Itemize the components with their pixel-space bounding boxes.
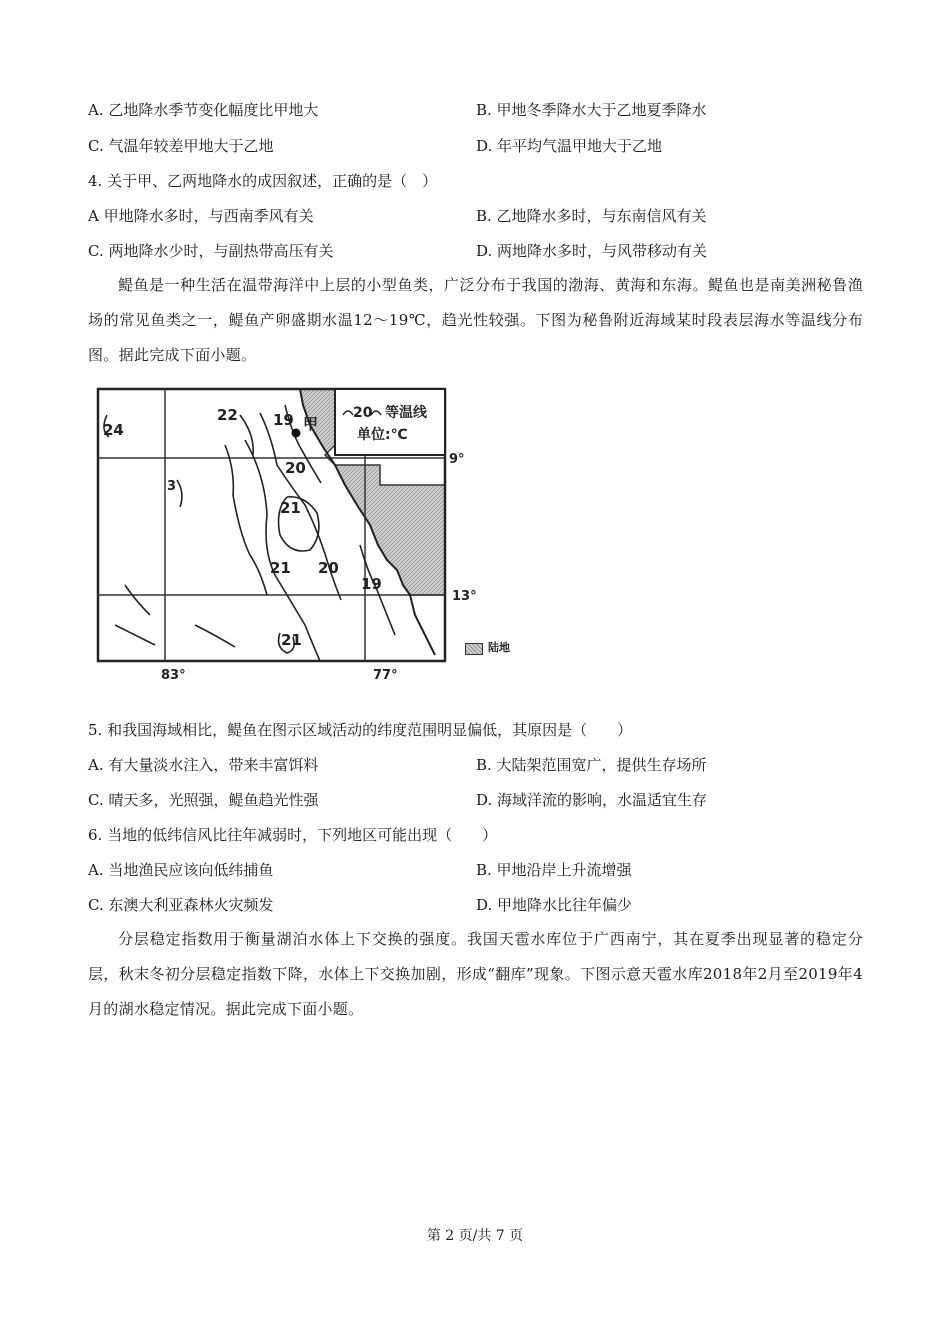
q4-stem: 4. 关于甲、乙两地降水的成因叙述，正确的是（ ） xyxy=(88,172,438,190)
q3-option-a: A. 乙地降水季节变化幅度比甲地大 xyxy=(88,101,319,119)
q5-option-b: B. 大陆架范围宽广，提供生存场所 xyxy=(476,756,707,774)
q4-option-b: B. 乙地降水多时，与东南信风有关 xyxy=(476,207,707,225)
lat-label-13: 13° xyxy=(452,589,477,604)
q3-option-d: D. 年平均气温甲地大于乙地 xyxy=(476,137,663,155)
contour-label-22: 22 xyxy=(217,406,238,424)
q6-option-d: D. 甲地降水比往年偏少 xyxy=(476,896,633,914)
q4-option-a: A 甲地降水多时，与西南季风有关 xyxy=(88,207,314,225)
legend-land-swatch xyxy=(465,643,483,655)
contour-label-20-south: 20 xyxy=(318,559,339,577)
contour-label-24: 24 xyxy=(103,421,124,439)
point-jia-marker xyxy=(292,429,301,438)
q4-option-d: D. 两地降水多时，与风带移动有关 xyxy=(476,242,708,260)
q5-option-c: C. 晴天多，光照强，鳀鱼趋光性强 xyxy=(88,791,319,809)
lon-label-83: 83° xyxy=(161,668,186,683)
isotherm-3 xyxy=(177,480,182,507)
passage-reservoir xyxy=(88,922,863,1027)
legend-unit: 单位:℃ xyxy=(357,427,408,443)
legend-land-label: 陆地 xyxy=(488,641,510,654)
contour-label-19-north: 19 xyxy=(273,411,294,429)
contour-label-19-south: 19 xyxy=(361,575,382,593)
legend-isotherm-label: 等温线 xyxy=(385,405,427,421)
passage-reservoir-text: 分层稳定指数用于衡量湖泊水体上下交换的强度。我国天雹水库位于广西南宁，其在夏季出现显著的稳定分层，秋末冬初分层稳定指数下降，水体上下交换加剧，形成“翻库”现象。下图示意天雹水库2018年2月至2019年4月的湖水稳定情况。据此完成下面小题。 xyxy=(88,930,863,1018)
q6-option-b: B. 甲地沿岸上升流增强 xyxy=(476,861,632,879)
contour-label-21-mid: 21 xyxy=(270,559,291,577)
q5-option-d: D. 海域洋流的影响，水温适宜生存 xyxy=(476,791,708,809)
q4-option-c: C. 两地降水少时，与副热带高压有关 xyxy=(88,242,334,260)
lat-label-9: 9° xyxy=(449,452,465,467)
contour-label-3: 3 xyxy=(167,479,177,494)
isotherm-22 xyxy=(240,415,253,455)
lon-label-77: 77° xyxy=(373,668,398,683)
q3-option-c: C. 气温年较差甲地大于乙地 xyxy=(88,137,274,155)
contour-label-20-north: 20 xyxy=(285,459,306,477)
q6-option-c: C. 东澳大利亚森林火灾频发 xyxy=(88,896,274,914)
page-footer: 第 2 页/共 7 页 xyxy=(426,1228,524,1244)
isotherm-21-west xyxy=(225,445,267,595)
q6-stem: 6. 当地的低纬信风比往年减弱时，下列地区可能出现（ ） xyxy=(88,826,498,844)
passage-anchovy xyxy=(88,268,863,373)
contour-label-21-inner: 21 xyxy=(280,499,301,517)
q5-stem: 5. 和我国海域相比，鳀鱼在图示区域活动的纬度范围明显偏低，其原因是（ ） xyxy=(88,721,633,739)
passage-anchovy-text: 鳀鱼是一种生活在温带海洋中上层的小型鱼类，广泛分布于我国的渤海、黄海和东海。鳀鱼也是南美洲秘鲁渔场的常见鱼类之一，鳀鱼产卵盛期水温12～19℃，趋光性较强。下图为秘鲁附近海域某时段表层海水等温线分布图。据此完成下面小题。 xyxy=(88,276,863,364)
legend-isotherm-value: 20 xyxy=(353,405,373,421)
sea-isotherm-map xyxy=(95,385,477,685)
q3-option-b: B. 甲地冬季降水大于乙地夏季降水 xyxy=(476,101,707,119)
contour-label-21-south: 21 xyxy=(281,631,302,649)
legend-box xyxy=(335,389,445,455)
q6-option-a: A. 当地渔民应该向低纬捕鱼 xyxy=(88,861,274,879)
point-jia-label: 甲 xyxy=(303,415,319,433)
q5-option-a: A. 有大量淡水注入，带来丰富饵料 xyxy=(88,756,319,774)
